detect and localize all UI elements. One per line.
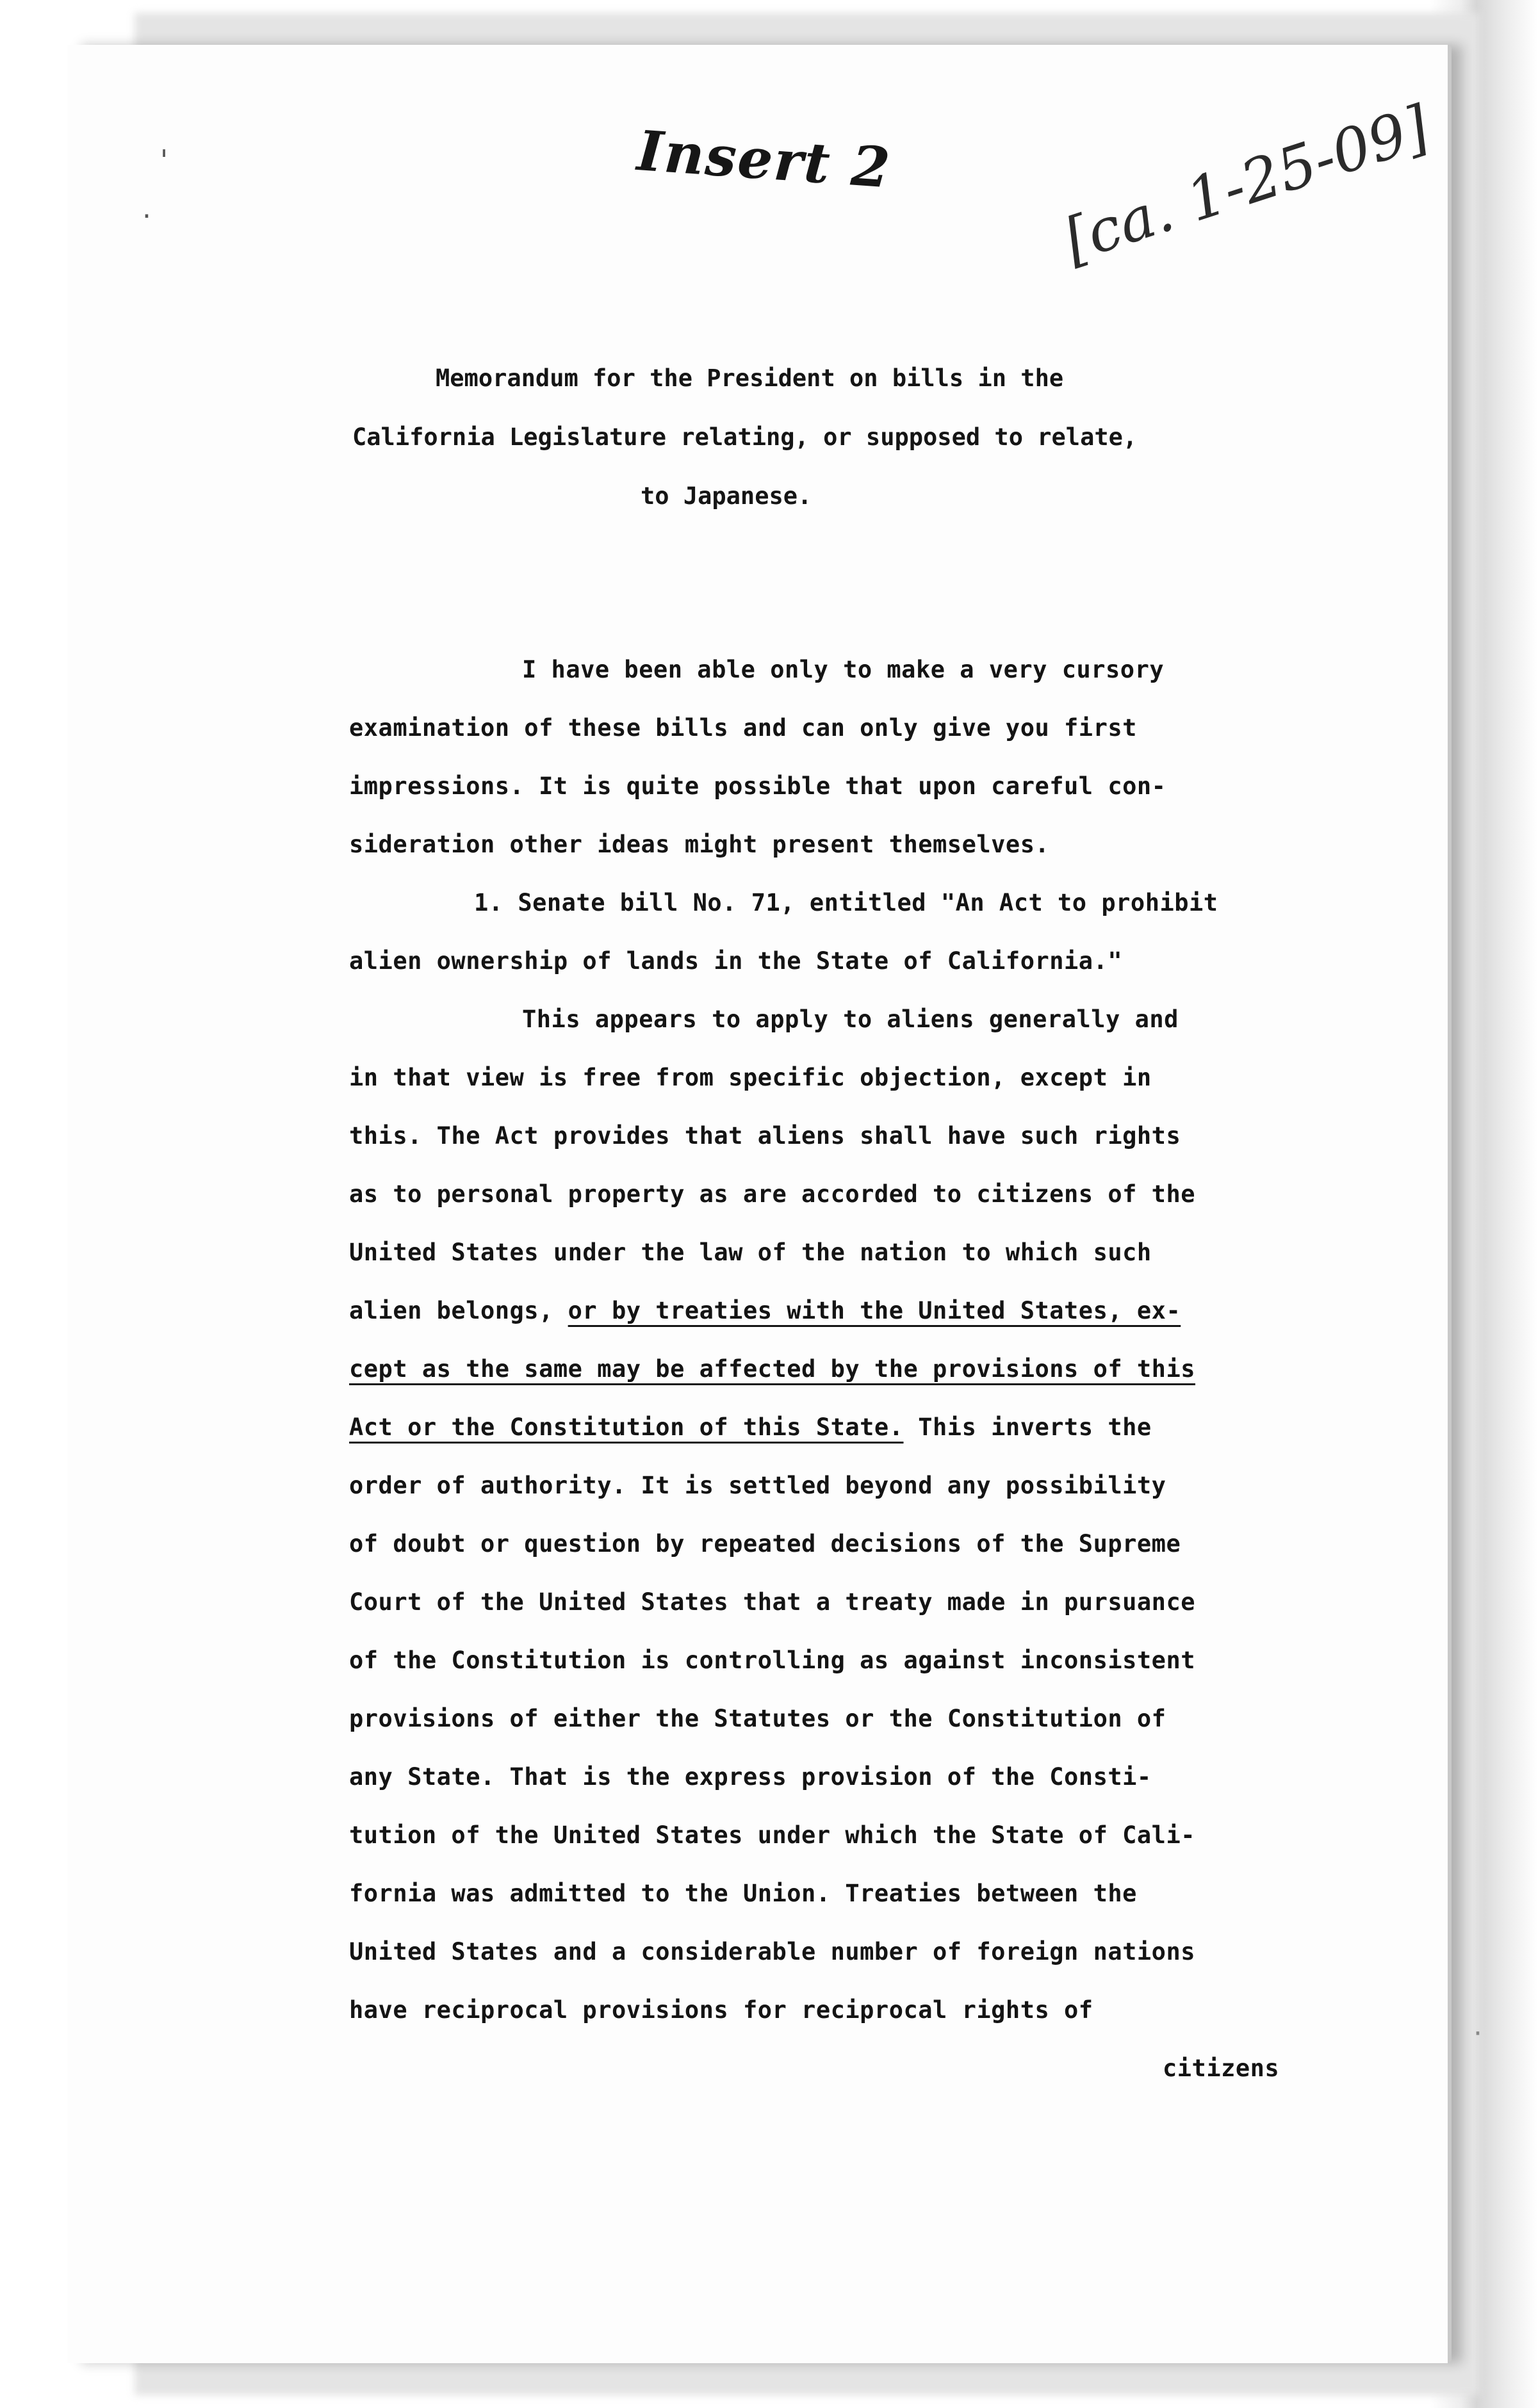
text-line: have reciprocal provisions for reciprocal rights of — [349, 1996, 1093, 2024]
memo-body — [349, 640, 1361, 2097]
text-line: I have been able only to make a very cursory — [522, 656, 1165, 683]
text-line: this. The Act provides that aliens shall have such rights — [349, 1122, 1181, 1150]
text-line: as to personal property as are accorded to citizens of the — [349, 1180, 1196, 1208]
text-line: impressions. It is quite possible that upon careful con- — [349, 772, 1166, 800]
memo-title — [352, 349, 1396, 526]
text-line: Court of the United States that a treaty made in pursuance — [349, 1588, 1196, 1616]
text-line: in that view is free from specific objection, except in — [349, 1064, 1152, 1091]
text-span: alien belongs, — [349, 1297, 568, 1324]
text-line: 1. Senate bill No. 71, entitled "An Act to prohibit — [474, 889, 1218, 916]
underlined-text: or by treaties with the United States, ex- — [568, 1297, 1181, 1324]
handwritten-date-note: [ca. 1-25-09] — [1056, 92, 1438, 275]
underlined-text-line: cept as the same may be affected by the provisions of this — [349, 1355, 1196, 1383]
underlined-text: Act or the Constitution of this State. — [349, 1413, 904, 1441]
text-line: any State. That is the express provision of the Consti- — [349, 1763, 1152, 1791]
title-line: Memorandum for the President on bills in the — [436, 364, 1064, 392]
title-line: California Legislature relating, or supposed to relate, — [352, 423, 1138, 451]
text-line: examination of these bills and can only give you first — [349, 714, 1137, 742]
title-line: to Japanese. — [641, 482, 812, 510]
margin-mark: . — [142, 192, 151, 225]
text-line: This appears to apply to aliens generally and — [522, 1005, 1179, 1033]
text-line: fornia was admitted to the Union. Treaties between the — [349, 1880, 1137, 1907]
text-line: alien ownership of lands in the State of California." — [349, 947, 1123, 975]
text-span: This inverts the — [903, 1413, 1152, 1441]
margin-mark: · — [1473, 2017, 1482, 2050]
margin-mark: ' — [160, 144, 168, 177]
text-line: tution of the United States under which the State of Cali- — [349, 1821, 1196, 1849]
text-line: of doubt or question by repeated decisions of the Supreme — [349, 1530, 1181, 1558]
text-line — [349, 1398, 1361, 1456]
handwritten-insert-note: Insert 2 — [635, 118, 894, 201]
text-line: provisions of either the Statutes or the Constitution of — [349, 1705, 1166, 1732]
text-line: United States under the law of the nation to which such — [349, 1239, 1152, 1266]
text-line: of the Constitution is controlling as against inconsistent — [349, 1647, 1196, 1674]
text-line: order of authority. It is settled beyond any possibility — [349, 1472, 1166, 1499]
catchword: citizens — [1163, 2054, 1280, 2082]
text-line: sideration other ideas might present themselves. — [349, 831, 1050, 858]
text-line — [349, 1281, 1361, 1340]
text-line: United States and a considerable number of foreign nations — [349, 1938, 1196, 1965]
